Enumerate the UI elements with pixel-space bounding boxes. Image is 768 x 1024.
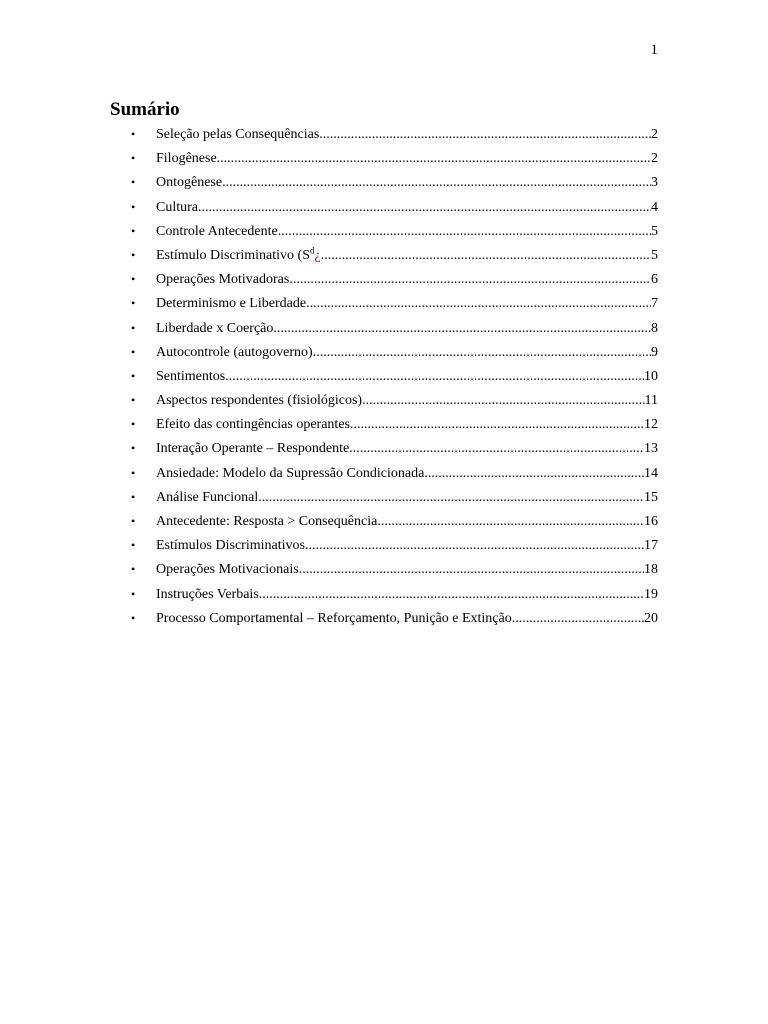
toc-entry-page: 10 [644,368,658,384]
toc-entry-page: 19 [644,586,658,602]
toc-entry[interactable] [110,388,658,412]
bullet-icon: • [131,610,136,625]
bullet-icon: • [131,344,136,359]
toc-entry-label [156,341,313,365]
toc-entry[interactable] [110,170,658,194]
toc-entry-text: Cultura [156,199,198,215]
dot-leader [273,317,651,341]
toc-entry[interactable] [110,557,658,581]
toc-entry-text: Seleção pelas Consequências [156,127,320,142]
toc-entry-label [156,558,299,582]
toc-entry-page: 2 [651,151,658,167]
dot-leader [278,220,651,244]
toc-entry-page: 14 [644,465,658,481]
bullet-icon: • [131,441,136,456]
dot-leader [258,486,644,510]
bullet-icon: • [131,562,136,577]
dot-leader [377,510,644,534]
toc-entry-text: Liberdade x Coerção [156,320,274,336]
toc-entry-text: Operações Motivadoras [156,272,290,288]
toc-entry-label [156,462,424,486]
bullet-icon: • [131,417,136,432]
page-number: 1 [650,42,658,58]
toc-entry-page: 9 [651,344,658,360]
bullet-icon: • [131,223,136,238]
bullet-icon: • [131,393,136,408]
toc-entry-text: Interação Operante – Respondente [156,441,350,457]
toc-entry[interactable] [110,243,658,267]
dot-leader [512,607,644,631]
bullet-icon: • [131,199,136,214]
toc-entry-text: Autocontrole (autogoverno) [156,344,313,360]
toc-entry[interactable] [110,267,658,291]
toc-entry-page: 12 [644,417,658,433]
toc-entry[interactable] [110,606,658,630]
toc-entry-page: 16 [644,514,658,529]
toc-entry[interactable] [110,582,658,606]
toc-entry-text: Ansiedade: Modelo da Supressão Condicionada [156,465,425,481]
toc-entry[interactable] [110,412,658,436]
toc-entry-text: Sentimentos [156,368,226,384]
toc-entry-label [156,317,273,341]
toc-title: Sumário [110,99,180,120]
toc-entry-text: Análise Funcional [156,489,259,505]
bullet-icon: • [131,175,136,190]
dot-leader [198,196,651,220]
toc-entry-label [156,244,321,268]
dot-leader [306,292,651,316]
toc-entry-page: 17 [644,538,658,554]
bullet-icon: • [131,586,136,601]
toc-list [110,122,658,630]
toc-entry[interactable] [110,122,658,146]
toc-entry[interactable] [110,509,658,533]
bullet-icon: • [131,320,136,335]
toc-entry-superscript: d [310,245,315,256]
toc-entry[interactable] [110,461,658,485]
toc-entry[interactable] [110,340,658,364]
bullet-icon: • [131,465,136,480]
toc-entry-page: 7 [651,296,658,312]
toc-entry-text: Ontogênese [156,175,223,191]
toc-entry-label [156,607,512,631]
toc-entry[interactable] [110,146,658,170]
toc-entry-label [156,220,278,244]
toc-entry-label [156,196,198,220]
dot-leader [349,437,644,461]
toc-entry-page: 8 [651,320,658,336]
toc-entry-page: 13 [644,441,658,457]
bullet-icon: • [131,368,136,383]
toc-entry-page: 4 [651,199,658,215]
toc-entry[interactable] [110,219,658,243]
toc-entry-text: Estímulos Discriminativos [156,538,305,554]
toc-entry-page: 2 [651,127,658,142]
toc-entry[interactable] [110,436,658,460]
toc-entry-label [156,534,305,558]
toc-entry-page: 3 [651,175,658,191]
toc-entry-text: Estímulo Discriminativo (S [156,247,310,263]
toc-entry-label [156,437,349,461]
toc-entry-page: 15 [644,489,658,505]
toc-entry-label [156,123,319,147]
toc-entry-text: Aspectos respondentes (fisiológicos) [156,393,363,409]
toc-entry-label [156,268,289,292]
toc-entry[interactable] [110,364,658,388]
toc-entry-page: 6 [651,272,658,288]
toc-entry-label [156,510,377,534]
bullet-icon: • [131,247,136,262]
toc-entry[interactable] [110,533,658,557]
toc-entry-text: Operações Motivacionais [156,562,299,578]
bullet-icon: • [131,151,136,166]
bullet-icon: • [131,296,136,311]
toc-entry[interactable] [110,195,658,219]
toc-entry-text: Determinismo e Liberdade [156,296,307,312]
dot-leader [259,583,644,607]
dot-leader [225,365,644,389]
toc-entry-text: Antecedente: Resposta > Consequência [156,514,378,529]
toc-entry[interactable] [110,316,658,340]
toc-entry-glyph: ¿ [314,247,321,263]
toc-entry-page: 11 [644,393,658,409]
toc-entry-label [156,365,225,389]
bullet-icon: • [131,127,136,141]
toc-entry-label [156,171,222,195]
dot-leader [424,462,644,486]
dot-leader [362,389,644,413]
dot-leader [319,123,651,147]
toc-entry-label [156,583,259,607]
dot-leader [222,171,651,195]
dot-leader [299,558,644,582]
toc-entry-page: 20 [644,610,658,626]
toc-entry-text: Efeito das contingências operantes [156,417,350,433]
toc-entry-label [156,389,362,413]
toc-entry-page: 18 [644,562,658,578]
bullet-icon: • [131,489,136,504]
toc-entry-text: Processo Comportamental – Reforçamento, Punição e Extinção [156,610,512,626]
dot-leader [313,341,651,365]
dot-leader [217,147,651,171]
toc-entry-label [156,147,217,171]
dot-leader [321,244,651,268]
bullet-icon: • [131,272,136,287]
bullet-icon: • [131,538,136,553]
dot-leader [305,534,644,558]
toc-entry-label [156,292,306,316]
dot-leader [289,268,651,292]
toc-entry-page: 5 [651,247,658,263]
toc-entry[interactable] [110,485,658,509]
toc-entry-label [156,413,350,437]
bullet-icon: • [131,514,136,528]
dot-leader [350,413,644,437]
toc-entry[interactable] [110,291,658,315]
toc-entry-page: 5 [651,223,658,239]
toc-entry-label [156,486,258,510]
toc-entry-text: Filogênese [156,151,217,167]
toc-entry-text: Controle Antecedente [156,223,278,239]
toc-entry-text: Instruções Verbais [156,586,259,602]
